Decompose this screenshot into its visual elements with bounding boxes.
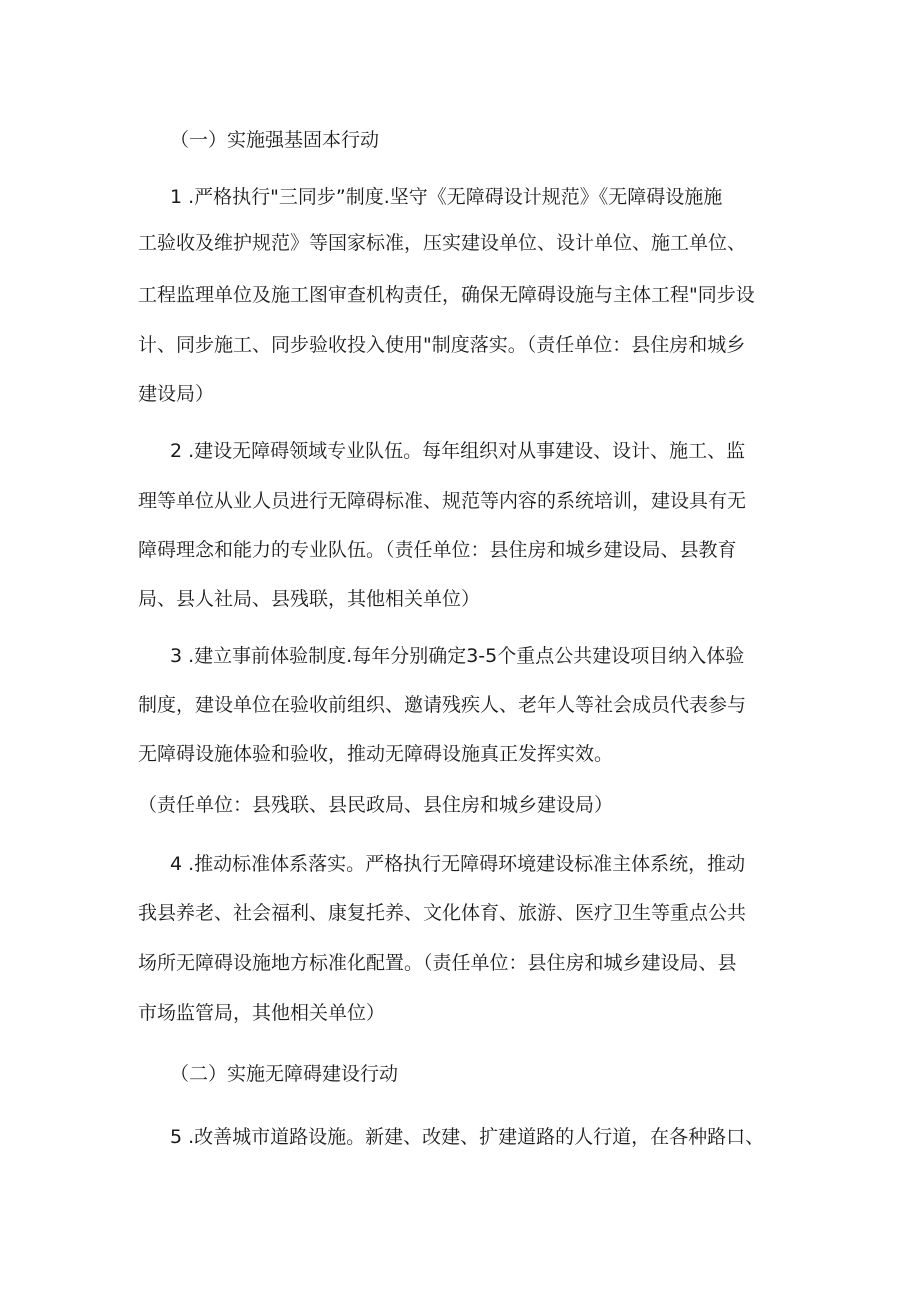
item-4-line-2: 我县养老、社会福利、康复托养、文化体育、旅游、医疗卫生等重点公共 bbox=[138, 902, 747, 924]
item-2-line-4: 局、县人社局、县残联，其他相关单位） bbox=[138, 588, 481, 610]
item-2-line-2: 理等单位从业人员进行无障碍标准、规范等内容的系统培训，建设具有无 bbox=[138, 490, 747, 512]
item-2-line-1: 2 .建设无障碍领域专业队伍。每年组织对从事建设、设计、施工、监 bbox=[170, 440, 746, 462]
item-1-line-2: 工验收及维护规范》等国家标准，压实建设单位、设计单位、施工单位、 bbox=[138, 232, 747, 254]
item-3-line-2: 制度，建设单位在验收前组织、邀请残疾人、老年人等社会成员代表参与 bbox=[138, 694, 747, 716]
item-4-line-3: 场所无障碍设施地方标准化配置。（责任单位：县住房和城乡建设局、县 bbox=[138, 952, 737, 974]
item-1-line-5: 建设局） bbox=[138, 383, 215, 405]
section-heading-1: （一）实施强基固本行动 bbox=[170, 129, 380, 151]
item-3-line-1: 3 .建立事前体验制度.每年分别确定3-5个重点公共建设项目纳入体验 bbox=[170, 645, 745, 667]
item-4-line-4: 市场监管局，其他相关单位） bbox=[138, 1002, 386, 1024]
item-5-line-1: 5 .改善城市道路设施。新建、改建、扩建道路的人行道，在各种路口、 bbox=[170, 1126, 765, 1148]
item-3-line-3: 无障碍设施体验和验收，推动无障碍设施真正发挥实效。 bbox=[138, 743, 614, 765]
item-2-line-3: 障碍理念和能力的专业队伍。（责任单位：县住房和城乡建设局、县教育 bbox=[138, 539, 737, 561]
item-1-line-4: 计、同步施工、同步验收投入使用"制度落实。（责任单位：县住房和城乡 bbox=[138, 334, 746, 356]
item-3-line-4: （责任单位：县残联、县民政局、县住房和城乡建设局） bbox=[138, 794, 614, 816]
item-4-line-1: 4 .推动标准体系落实。严格执行无障碍环境建设标准主体系统，推动 bbox=[170, 853, 746, 875]
section-heading-2: （二）实施无障碍建设行动 bbox=[170, 1063, 399, 1085]
item-1-line-1: 1 .严格执行"三同步”制度.坚守《无障碍设计规范》《无障碍设施施 bbox=[170, 186, 723, 208]
item-1-line-3: 工程监理单位及施工图审查机构责任，确保无障碍设施与主体工程"同步设 bbox=[138, 284, 755, 306]
